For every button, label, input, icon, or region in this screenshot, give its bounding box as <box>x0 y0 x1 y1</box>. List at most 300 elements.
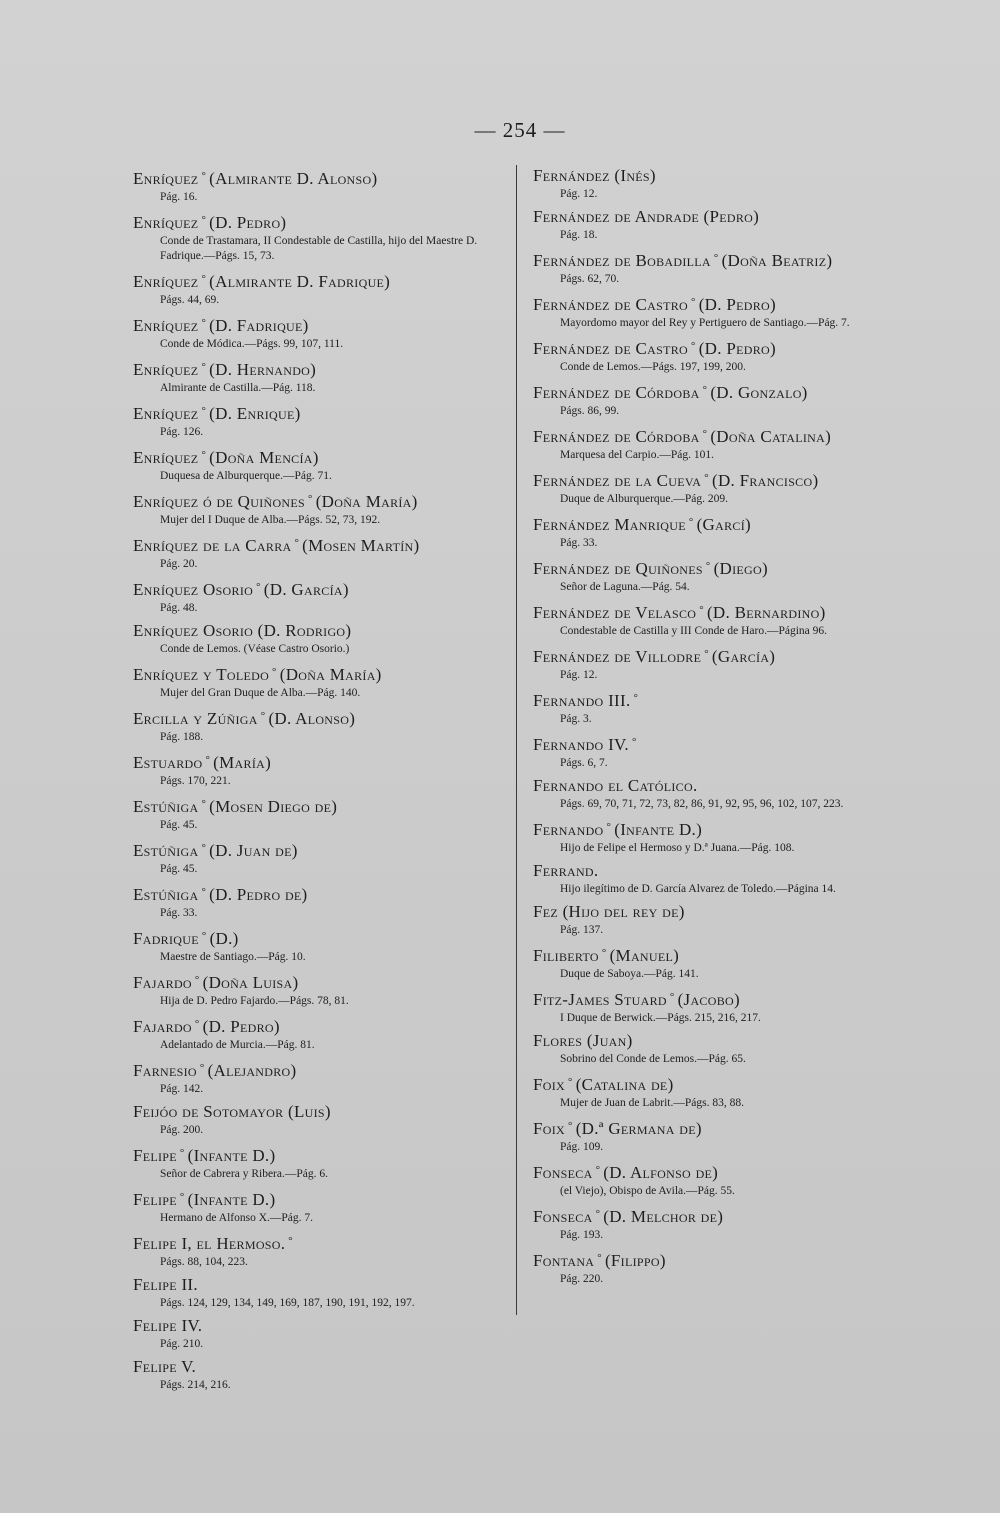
index-entry <box>133 268 503 308</box>
entry-mark: ° <box>704 472 709 484</box>
entry-name: Fitz-James Stuard <box>533 990 667 1009</box>
entry-heading <box>533 1071 908 1096</box>
entry-mark: ° <box>633 692 639 704</box>
entry-detail: Pág. 16. <box>160 191 198 203</box>
entry-mark: ° <box>179 1147 185 1159</box>
entry-qualifier: (D. Fadrique) <box>209 316 309 335</box>
index-entry <box>533 555 908 595</box>
entry-mark: ° <box>201 449 207 461</box>
entry-detail: Mujer del Gran Duque de Alba.—Pág. 140. <box>160 687 361 699</box>
entry-detail: Hijo ilegítimo de D. García Alvarez de Toledo.—Página 14. <box>560 883 836 895</box>
entry-qualifier: (D. Alfonso de) <box>603 1163 719 1182</box>
entry-heading <box>133 1057 503 1082</box>
entry-heading <box>133 1356 503 1378</box>
entry-mark: ° <box>597 1252 602 1264</box>
index-entry <box>533 291 908 331</box>
entry-detail: Pág. 200. <box>160 1124 204 1136</box>
entry-heading <box>533 165 908 187</box>
entry-heading <box>133 837 503 862</box>
entry-qualifier: (D. Bernardino) <box>706 603 826 622</box>
entry-heading <box>133 705 503 730</box>
index-entry <box>533 335 908 375</box>
index-entry <box>533 511 908 551</box>
entry-qualifier: (Juan) <box>586 1031 633 1050</box>
entry-heading <box>133 312 503 337</box>
entry-qualifier: (D. Pedro) <box>698 295 776 314</box>
entry-mark: ° <box>201 405 207 417</box>
entry-qualifier: (Filippo) <box>604 1251 666 1270</box>
entry-heading <box>133 400 503 425</box>
entry-name: Fernando el Católico. <box>533 776 698 795</box>
entry-mark: ° <box>705 560 711 572</box>
index-entry <box>533 247 908 287</box>
entry-name: Enríquez <box>133 404 199 423</box>
entry-detail: Conde de Lemos.—Págs. 197, 199, 200. <box>560 361 746 373</box>
index-entry <box>533 643 908 683</box>
entry-detail: Conde de Módica.—Págs. 99, 107, 111. <box>160 338 344 350</box>
entry-name: Enríquez de la Carra <box>133 536 292 555</box>
entry-qualifier: (Infante D.) <box>614 820 703 839</box>
entry-name: Fernández <box>533 166 610 185</box>
entry-heading <box>133 620 503 642</box>
entry-detail: Pág. 210. <box>160 1338 204 1350</box>
entry-qualifier: (D. Melchor de) <box>603 1207 724 1226</box>
entry-heading <box>533 1115 908 1140</box>
index-entry <box>533 1030 908 1067</box>
entry-heading <box>133 749 503 774</box>
entry-name: Fez <box>533 902 559 921</box>
entry-mark: ° <box>260 710 266 722</box>
entry-heading <box>133 1274 503 1296</box>
entry-name: Felipe <box>133 1190 177 1209</box>
index-entry <box>133 837 503 877</box>
entry-qualifier: (D.) <box>209 929 239 948</box>
entry-name: Enríquez <box>133 360 199 379</box>
index-entry <box>133 1315 503 1352</box>
entry-qualifier: (Doña Luisa) <box>202 973 299 992</box>
entry-name: Flores <box>533 1031 583 1050</box>
entry-name: Estúñiga <box>133 797 199 816</box>
entry-detail: Pág. 33. <box>160 907 198 919</box>
entry-mark: ° <box>699 604 704 616</box>
entry-detail: Pág. 220. <box>560 1273 604 1285</box>
entry-detail: Pág. 137. <box>560 924 604 936</box>
entry-qualifier: (Jacobo) <box>677 990 740 1009</box>
entry-mark: ° <box>567 1076 573 1088</box>
entry-name: Fernández Manrique <box>533 515 686 534</box>
index-entry <box>533 1159 908 1199</box>
entry-qualifier: (D. Hernando) <box>209 360 317 379</box>
entry-heading <box>133 356 503 381</box>
index-entry <box>133 1186 503 1226</box>
entry-name: Estúñiga <box>133 841 199 860</box>
entry-qualifier: (D.ª Germana de) <box>575 1119 702 1138</box>
entry-qualifier: (Almirante D. Fadrique) <box>209 272 391 291</box>
entry-qualifier: (García) <box>711 647 776 666</box>
entry-heading <box>133 1013 503 1038</box>
index-entry <box>133 661 503 701</box>
entry-detail: Pág. 45. <box>160 819 198 831</box>
entry-detail: Hermano de Alfonso X.—Pág. 7. <box>160 1212 313 1224</box>
entry-detail: Hija de D. Pedro Fajardo.—Págs. 78, 81. <box>160 995 349 1007</box>
entry-name: Farnesio <box>133 1061 197 1080</box>
entry-heading <box>133 1315 503 1337</box>
entry-qualifier: (Infante D.) <box>187 1190 276 1209</box>
entry-name: Fernández de Villodre <box>533 647 702 666</box>
entry-name: Enríquez <box>133 272 199 291</box>
entry-mark: ° <box>308 493 313 505</box>
entry-name: Felipe <box>133 1146 177 1165</box>
entry-name: Fernando IV. <box>533 735 629 754</box>
entry-name: Felipe I, el Hermoso. <box>133 1234 286 1253</box>
entry-heading <box>133 444 503 469</box>
index-entry <box>533 1247 908 1287</box>
index-entry <box>533 860 908 897</box>
entry-detail: Marquesa del Carpio.—Pág. 101. <box>560 449 714 461</box>
entry-detail: Señor de Cabrera y Ribera.—Pág. 6. <box>160 1168 328 1180</box>
index-entry <box>133 793 503 833</box>
entry-detail: Pág. 109. <box>560 1141 604 1153</box>
entry-mark: ° <box>288 1235 293 1247</box>
entry-heading <box>533 1030 908 1052</box>
entry-detail: Almirante de Castilla.—Pág. 118. <box>160 382 316 394</box>
entry-qualifier: (Mosen Diego de) <box>209 797 338 816</box>
entry-name: Fajardo <box>133 973 192 992</box>
entry-heading <box>133 209 503 234</box>
entry-heading <box>133 1142 503 1167</box>
entry-name: Fernández de Andrade <box>533 207 699 226</box>
entry-heading <box>133 268 503 293</box>
entry-detail: Pág. 12. <box>560 188 598 200</box>
entry-mark: ° <box>201 214 207 226</box>
entry-heading <box>133 661 503 686</box>
index-entry <box>533 901 908 938</box>
entry-mark: ° <box>201 273 207 285</box>
entry-qualifier: (Pedro) <box>703 207 760 226</box>
entry-mark: ° <box>201 798 207 810</box>
entry-qualifier: (D. Pedro) <box>202 1017 280 1036</box>
entry-qualifier: (D. Pedro) <box>209 213 287 232</box>
index-entry <box>533 467 908 507</box>
index-entry <box>133 1274 503 1311</box>
entry-qualifier: (Luis) <box>288 1102 331 1121</box>
entry-detail: Págs. 86, 99. <box>560 405 620 417</box>
entry-name: Fontana <box>533 1251 595 1270</box>
entry-qualifier: (Doña Beatriz) <box>721 251 833 270</box>
entry-detail: Pág. 20. <box>160 558 198 570</box>
entry-detail: I Duque de Berwick.—Págs. 215, 216, 217. <box>560 1012 761 1024</box>
entry-heading <box>533 731 908 756</box>
entry-heading <box>133 925 503 950</box>
entry-name: Ercilla y Zúñiga <box>133 709 258 728</box>
entry-detail: Págs. 62, 70. <box>560 273 620 285</box>
entry-qualifier: (Alejandro) <box>207 1061 297 1080</box>
entry-mark: ° <box>194 974 200 986</box>
index-entry <box>533 379 908 419</box>
entry-heading <box>533 687 908 712</box>
index-entry <box>133 576 503 616</box>
entry-qualifier: (Doña Mencía) <box>209 448 319 467</box>
entry-mark: ° <box>256 581 261 593</box>
entry-mark: ° <box>669 991 675 1003</box>
index-entry <box>133 925 503 965</box>
entry-heading <box>533 247 908 272</box>
entry-mark: ° <box>713 252 719 264</box>
entry-qualifier: (Manuel) <box>609 946 680 965</box>
entry-heading <box>133 969 503 994</box>
entry-name: Estúñiga <box>133 885 199 904</box>
entry-name: Fernández de la Cueva <box>533 471 702 490</box>
index-entry <box>133 400 503 440</box>
entry-heading <box>533 335 908 360</box>
entry-detail: Pág. 12. <box>560 669 598 681</box>
entry-heading <box>533 555 908 580</box>
entry-name: Fernández de Quiñones <box>533 559 703 578</box>
entry-mark: ° <box>201 886 207 898</box>
entry-detail: Pág. 33. <box>560 537 598 549</box>
entry-heading <box>133 576 503 601</box>
entry-qualifier: (Catalina de) <box>575 1075 674 1094</box>
entry-heading <box>133 1230 503 1255</box>
entry-name: Fernández de Bobadilla <box>533 251 711 270</box>
entry-detail: (el Viejo), Obispo de Avila.—Pág. 55. <box>560 1185 735 1197</box>
entry-detail: Mayordomo mayor del Rey y Pertiguero de Santiago.—Pág. 7. <box>560 317 850 329</box>
entry-mark: ° <box>194 1018 200 1030</box>
entry-name: Felipe IV. <box>133 1316 203 1335</box>
entry-name: Fernando <box>533 820 604 839</box>
right-column <box>533 165 908 1291</box>
entry-detail: Pág. 142. <box>160 1083 204 1095</box>
entry-detail: Págs. 88, 104, 223. <box>160 1256 248 1268</box>
index-entry <box>533 942 908 982</box>
index-entry <box>133 1057 503 1097</box>
entry-detail: Hijo de Felipe el Hermoso y D.ª Juana.—Pág. 108. <box>560 842 795 854</box>
entry-qualifier: (Garcí) <box>696 515 751 534</box>
entry-detail: Sobrino del Conde de Lemos.—Pág. 65. <box>560 1053 746 1065</box>
entry-detail: Adelantado de Murcia.—Pág. 81. <box>160 1039 315 1051</box>
entry-qualifier: (D. García) <box>263 580 349 599</box>
entry-heading <box>533 1203 908 1228</box>
entry-name: Fadrique <box>133 929 199 948</box>
entry-name: Fernández de Córdoba <box>533 383 700 402</box>
index-entry <box>133 1101 503 1138</box>
entry-qualifier: (D. Enrique) <box>209 404 301 423</box>
index-entry <box>133 532 503 572</box>
index-entry <box>133 1142 503 1182</box>
entry-name: Enríquez y Toledo <box>133 665 270 684</box>
entry-heading <box>133 165 503 190</box>
left-column <box>133 165 503 1397</box>
entry-heading <box>533 901 908 923</box>
entry-qualifier: (D. Gonzalo) <box>710 383 808 402</box>
index-entry <box>133 620 503 657</box>
index-entry <box>533 816 908 856</box>
entry-qualifier: (D. Pedro de) <box>209 885 308 904</box>
entry-qualifier: (D. Alonso) <box>268 709 356 728</box>
entry-name: Enríquez <box>133 213 199 232</box>
entry-detail: Pág. 45. <box>160 863 198 875</box>
entry-mark: ° <box>201 361 207 373</box>
entry-name: Fernández de Castro <box>533 295 688 314</box>
entry-mark: ° <box>179 1191 185 1203</box>
entry-name: Foix <box>533 1075 565 1094</box>
entry-name: Fernando III. <box>533 691 631 710</box>
entry-detail: Mujer de Juan de Labrit.—Págs. 83, 88. <box>560 1097 744 1109</box>
entry-mark: ° <box>702 384 708 396</box>
entry-name: Felipe II. <box>133 1275 198 1294</box>
index-entry <box>133 444 503 484</box>
entry-mark: ° <box>201 317 207 329</box>
index-entry <box>133 1013 503 1053</box>
entry-mark: ° <box>272 666 277 678</box>
entry-qualifier: (Hijo del rey de) <box>562 902 685 921</box>
entry-qualifier: (Doña María) <box>315 492 418 511</box>
entry-detail: Mujer del I Duque de Alba.—Págs. 52, 73, 192. <box>160 514 381 526</box>
entry-mark: ° <box>688 516 694 528</box>
entry-detail: Pág. 18. <box>560 229 598 241</box>
entry-heading <box>533 860 908 882</box>
entry-mark: ° <box>201 930 207 942</box>
entry-qualifier: (D. Juan de) <box>209 841 298 860</box>
entry-detail: Pág. 126. <box>160 426 204 438</box>
entry-qualifier: (Doña Catalina) <box>710 427 832 446</box>
entry-mark: ° <box>606 821 612 833</box>
entry-detail: Señor de Laguna.—Pág. 54. <box>560 581 690 593</box>
entry-qualifier: (Mosen Martín) <box>302 536 420 555</box>
index-entry <box>133 488 503 528</box>
entry-mark: ° <box>205 754 211 766</box>
entry-name: Enríquez <box>133 169 199 188</box>
entry-qualifier: (D. Francisco) <box>711 471 819 490</box>
entry-heading <box>533 423 908 448</box>
entry-name: Fernández de Córdoba <box>533 427 700 446</box>
entry-detail: Págs. 69, 70, 71, 72, 73, 82, 86, 91, 92, 95, 96, 102, 107, 223. <box>560 798 844 810</box>
entry-mark: ° <box>595 1208 601 1220</box>
entry-name: Feijóo de Sotomayor <box>133 1102 284 1121</box>
index-entry <box>133 749 503 789</box>
index-entry <box>533 1071 908 1111</box>
entry-qualifier: (D. Rodrigo) <box>257 621 352 640</box>
entry-qualifier: (Diego) <box>713 559 768 578</box>
entry-detail: Condestable de Castilla y III Conde de Haro.—Página 96. <box>560 625 827 637</box>
entry-detail: Duquesa de Alburquerque.—Pág. 71. <box>160 470 332 482</box>
index-entry <box>533 775 908 812</box>
entry-mark: ° <box>631 736 637 748</box>
entry-detail: Maestre de Santiago.—Pág. 10. <box>160 951 306 963</box>
entry-name: Enríquez Osorio <box>133 580 254 599</box>
entry-detail: Pág. 48. <box>160 602 198 614</box>
entry-heading <box>133 793 503 818</box>
entry-qualifier: (Doña María) <box>279 665 382 684</box>
entry-name: Enríquez <box>133 316 199 335</box>
entry-name: Felipe V. <box>133 1357 197 1376</box>
entry-heading <box>533 599 908 624</box>
index-entry <box>533 1115 908 1155</box>
entry-mark: ° <box>294 537 300 549</box>
entry-name: Fonseca <box>533 1163 593 1182</box>
entry-detail: Págs. 214, 216. <box>160 1379 231 1391</box>
index-entry <box>533 731 908 771</box>
entry-detail: Conde de Trastamara, II Condestable de Castilla, hijo del Maestre D. Fadrique.—Págs. 15, 73. <box>160 235 478 262</box>
entry-name: Fajardo <box>133 1017 192 1036</box>
entry-detail: Pág. 193. <box>560 1229 604 1241</box>
entry-detail: Págs. 124, 129, 134, 149, 169, 187, 190, 191, 192, 197. <box>160 1297 415 1309</box>
index-entry <box>533 599 908 639</box>
column-divider <box>516 165 517 1315</box>
entry-name: Foix <box>533 1119 565 1138</box>
entry-name: Estuardo <box>133 753 203 772</box>
index-entry <box>133 165 503 205</box>
entry-mark: ° <box>691 340 696 352</box>
entry-mark: ° <box>201 842 207 854</box>
entry-detail: Págs. 6, 7. <box>560 757 608 769</box>
entry-heading <box>133 532 503 557</box>
entry-name: Enríquez <box>133 448 199 467</box>
entry-detail: Págs. 44, 69. <box>160 294 220 306</box>
entry-heading <box>133 1101 503 1123</box>
index-entry <box>133 881 503 921</box>
entry-detail: Conde de Lemos. (Véase Castro Osorio.) <box>160 643 350 655</box>
entry-mark: ° <box>704 648 709 660</box>
index-entry <box>133 1356 503 1393</box>
entry-detail: Págs. 170, 221. <box>160 775 231 787</box>
entry-qualifier: (María) <box>213 753 272 772</box>
entry-mark: ° <box>201 170 207 182</box>
index-entry <box>533 423 908 463</box>
entry-heading <box>533 467 908 492</box>
entry-heading <box>133 881 503 906</box>
index-entry <box>533 986 908 1026</box>
entry-heading <box>133 488 503 513</box>
entry-qualifier: (Infante D.) <box>187 1146 276 1165</box>
entry-mark: ° <box>691 296 696 308</box>
entry-detail: Pág. 3. <box>560 713 592 725</box>
entry-heading <box>533 816 908 841</box>
entry-name: Fernández de Velasco <box>533 603 697 622</box>
entry-detail: Duque de Alburquerque.—Pág. 209. <box>560 493 728 505</box>
entry-heading <box>533 643 908 668</box>
entry-mark: ° <box>601 947 607 959</box>
index-entry <box>133 356 503 396</box>
entry-heading <box>533 1159 908 1184</box>
entry-mark: ° <box>595 1164 601 1176</box>
entry-heading <box>533 291 908 316</box>
index-entry <box>533 165 908 202</box>
index-entry <box>133 705 503 745</box>
page-number: — 254 — <box>474 118 566 142</box>
index-entry <box>533 687 908 727</box>
entry-heading <box>533 206 908 228</box>
entry-heading <box>133 1186 503 1211</box>
entry-heading <box>533 1247 908 1272</box>
entry-name: Ferrand. <box>533 861 599 880</box>
entry-heading <box>533 511 908 536</box>
index-entry <box>533 206 908 243</box>
index-entry <box>133 209 503 264</box>
entry-mark: ° <box>199 1062 205 1074</box>
entry-name: Enríquez Osorio <box>133 621 254 640</box>
index-entry <box>133 312 503 352</box>
entry-heading <box>533 986 908 1011</box>
index-entry <box>133 969 503 1009</box>
index-entry <box>533 1203 908 1243</box>
entry-name: Fernández de Castro <box>533 339 688 358</box>
entry-heading <box>533 775 908 797</box>
entry-heading <box>533 379 908 404</box>
entry-detail: Pág. 188. <box>160 731 204 743</box>
entry-heading <box>533 942 908 967</box>
entry-name: Fonseca <box>533 1207 593 1226</box>
